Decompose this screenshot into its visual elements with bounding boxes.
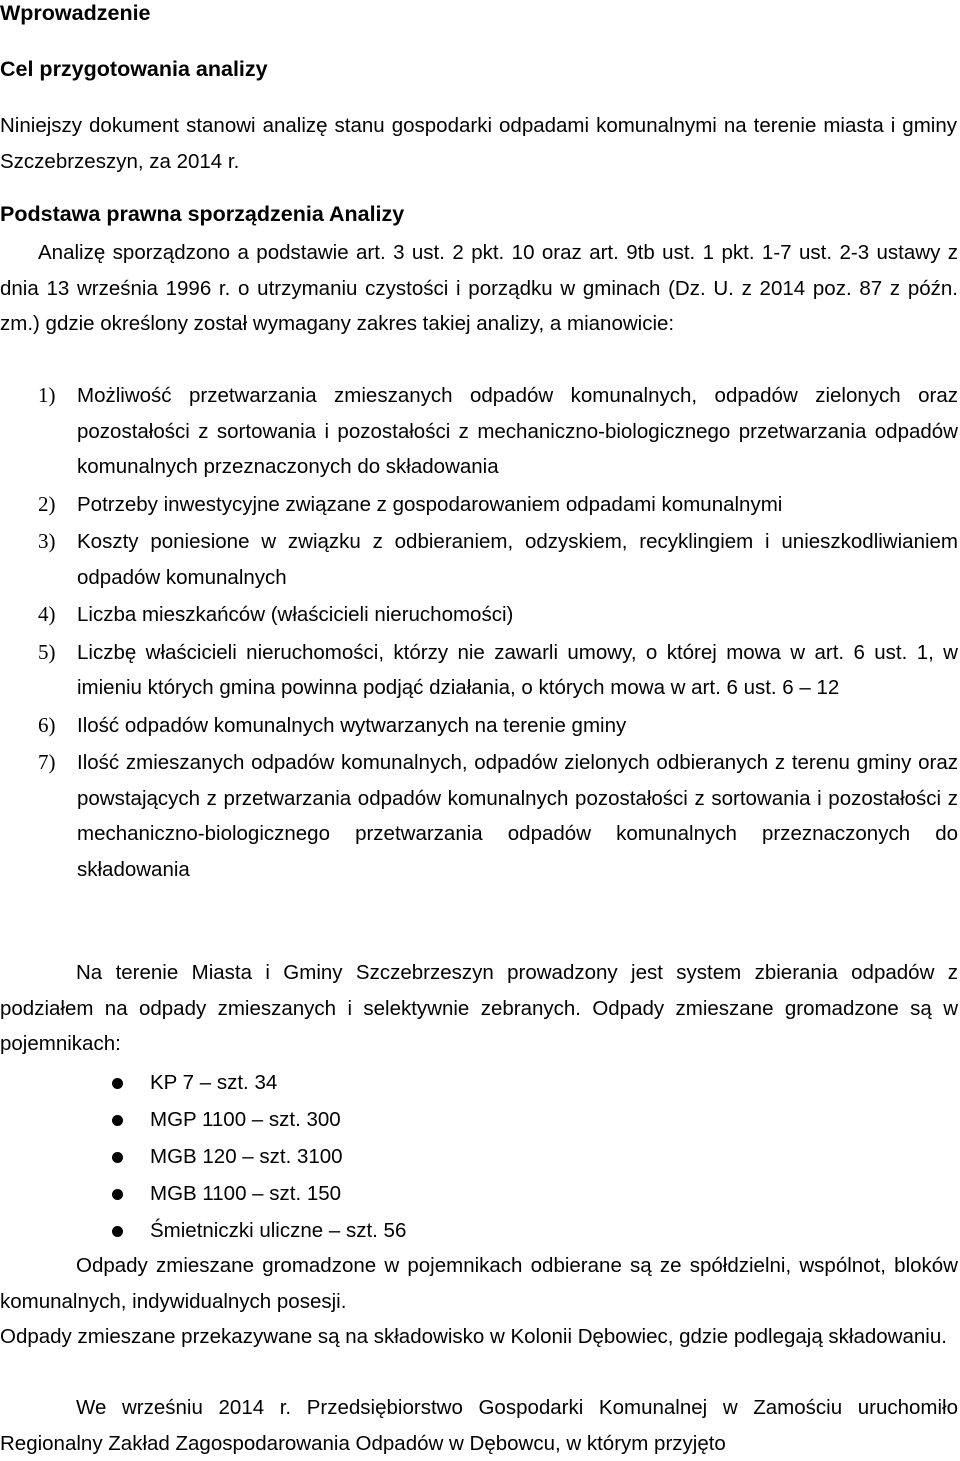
list-item: [0, 524, 958, 595]
bullet-item: [0, 1213, 406, 1250]
bullet-item-text: Śmietniczki uliczne – szt. 56: [150, 1219, 407, 1242]
list-item-text: Ilość zmieszanych odpadów komunalnych, odpadów zielonych odbieranych z terenu gminy oraz powstających z przetwarzania odpadów komunalnych pozostałości z sortowania i pozostałości z mechaniczno-biologicznego przetwarzania odpadów komunalnych przeznaczonych do składowania: [77, 751, 958, 881]
bullet-icon: [112, 1115, 123, 1126]
requirements-list: [0, 378, 958, 889]
list-item-text: Możliwość przetwarzania zmieszanych odpadów komunalnych, odpadów zielonych oraz pozostałości z sortowania i pozostałości z mechaniczno-biologicznego przetwarzania odpadów komunalnych przeznaczonych do składowania: [77, 384, 958, 478]
list-item-number: 7): [38, 750, 56, 774]
paragraph-collection-system: Na terenie Miasta i Gminy Szczebrzeszyn prowadzony jest system zbierania odpadów z podziałem na odpady zmieszanych i selektywnie zebranych. Odpady zmieszane gromadzone są w pojemnikach:: [0, 961, 958, 1055]
list-item-number: 1): [38, 383, 56, 407]
heading-analysis-goal: Cel przygotowania analizy: [0, 57, 268, 81]
bullet-icon: [112, 1152, 123, 1163]
bullet-item: [0, 1139, 406, 1176]
list-item-text: Ilość odpadów komunalnych wytwarzanych na terenie gminy: [77, 713, 627, 737]
list-item-number: 3): [38, 529, 56, 553]
list-item-number: 2): [38, 491, 56, 516]
list-item: [0, 745, 958, 887]
paragraph-transfer: Odpady zmieszane przekazywane są na składowisko w Kolonii Dębowiec, gdzie podlegają składowaniu.: [0, 1325, 947, 1348]
list-item-text: Koszty poniesione w związku z odbieraniem, odzyskiem, recyklingiem i unieszkodliwianiem odpadów komunalnych: [77, 530, 958, 589]
heading-introduction: Wprowadzenie: [0, 1, 151, 25]
bullet-item-text: MGB 120 – szt. 3100: [150, 1145, 343, 1168]
list-item: [0, 378, 958, 485]
list-item-text: Liczba mieszkańców (właścicieli nieruchomości): [77, 603, 514, 626]
bullet-item: [0, 1176, 406, 1213]
bullet-item: [0, 1065, 406, 1102]
list-item: [0, 597, 958, 633]
paragraph-intro: Niniejszy dokument stanowi analizę stanu gospodarki odpadami komunalnymi na terenie miasta i gminy Szczebrzeszyn, za 2014 r.: [0, 114, 957, 173]
bullet-item-text: KP 7 – szt. 34: [150, 1071, 278, 1094]
bullet-icon: [112, 1189, 123, 1200]
list-item: [0, 487, 958, 523]
bullet-item: [0, 1102, 406, 1139]
bullet-icon: [112, 1078, 123, 1089]
list-item: [0, 635, 958, 706]
paragraph-collection: Odpady zmieszane gromadzone w pojemnikach odbierane są ze spółdzielni, wspólnot, bloków komunalnych, indywidualnych posesji.: [0, 1254, 958, 1313]
list-item: [0, 708, 958, 744]
bullet-item-text: MGB 1100 – szt. 150: [150, 1182, 342, 1205]
list-item-number: 6): [38, 712, 56, 737]
list-item-text: Liczbę właścicieli nieruchomości, którzy nie zawarli umowy, o której mowa w art. 6 ust. 1, w imieniu których gmina powinna podjąć działania, o których mowa w art. 6 ust. 6 – 12: [77, 640, 958, 699]
bullet-icon: [112, 1226, 123, 1237]
list-item-number: 5): [38, 639, 56, 664]
bins-list: [0, 1065, 406, 1250]
list-item-number: 4): [38, 602, 56, 626]
bullet-item-text: MGP 1100 – szt. 300: [150, 1108, 341, 1131]
paragraph-regional-plant: We wrześniu 2014 r. Przedsiębiorstwo Gospodarki Komunalnej w Zamościu uruchomiło Regionalny Zakład Zagospodarowania Odpadów w Dębowcu, w którym przyjęto: [0, 1396, 958, 1455]
list-item-text: Potrzeby inwestycyjne związane z gospodarowaniem odpadami komunalnymi: [77, 492, 783, 516]
heading-legal-basis: Podstawa prawna sporządzenia Analizy: [0, 202, 405, 226]
paragraph-legal-basis: Analizę sporządzono a podstawie art. 3 ust. 2 pkt. 10 oraz art. 9tb ust. 1 pkt. 1-7 ust. 2-3 ustawy z dnia 13 września 1996 r. o utrzymaniu czystości i porządku w gminach (Dz. U. z 2014 poz. 87 z późn. zm.) gdzie określony został wymagany zakres takiej analizy, a mianowicie:: [0, 241, 958, 335]
